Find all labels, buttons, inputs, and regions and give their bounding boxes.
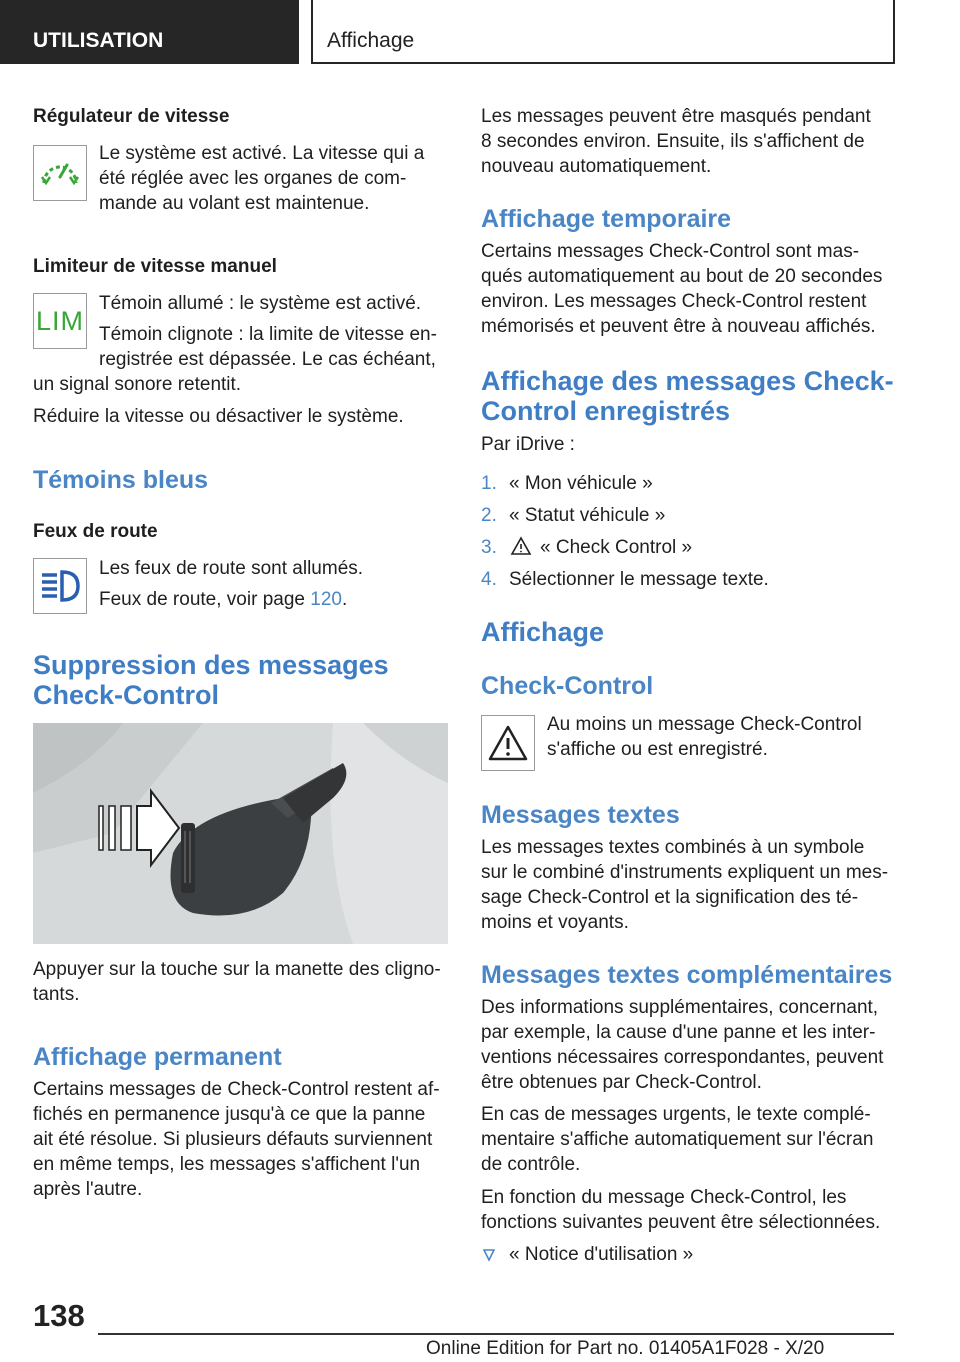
text-messages-line-2: sur le combiné d'instruments expliquent un mes‐ bbox=[481, 862, 889, 883]
permanent-line-2: fichés en permanence jusqu'à ce que la panne bbox=[33, 1104, 426, 1125]
page-link-120[interactable]: 120 bbox=[310, 589, 342, 610]
cruise-line-1: Le système est activé. La vitesse qui a bbox=[99, 143, 425, 164]
temporary-line-1: Certains messages Check-Control sont mas‐ bbox=[481, 241, 860, 262]
page-number: 138 bbox=[33, 1298, 85, 1333]
step-number: 2. bbox=[481, 505, 497, 526]
check-control-line-1: Au moins un message Check-Control bbox=[547, 714, 862, 735]
limiter-para-2-line-3: un signal sonore retentit. bbox=[33, 374, 242, 395]
lim-icon bbox=[33, 293, 87, 349]
press-line-2: tants. bbox=[33, 984, 80, 1005]
step-number: 3. bbox=[481, 537, 497, 558]
idrive-label: Par iDrive : bbox=[481, 434, 575, 455]
hide-line-2: 8 secondes environ. Ensuite, ils s'affichent de bbox=[481, 131, 865, 152]
permanent-line-3: ait été résolue. Si plusieurs défauts surviennent bbox=[33, 1129, 433, 1150]
display-heading: Affichage bbox=[481, 617, 605, 647]
section-tab bbox=[0, 0, 299, 64]
check-control-heading: Check-Control bbox=[481, 672, 654, 700]
limiter-para-2-line-2: registrée est dépassée. Le cas échéant, bbox=[99, 349, 436, 370]
limiter-para-1: Témoin allumé : le système est activé. bbox=[99, 293, 422, 314]
chapter-tab bbox=[311, 0, 895, 64]
complementary-line-4: être obtenues par Check-Control. bbox=[481, 1072, 762, 1093]
warning-triangle-icon bbox=[510, 536, 532, 561]
highbeam-para-1: Les feux de route sont allumés. bbox=[99, 558, 364, 579]
urgent-line-2: mentaire s'affiche automatiquement sur l'écran bbox=[481, 1129, 874, 1150]
text-messages-line-1: Les messages textes combinés à un symbole bbox=[481, 837, 865, 858]
highbeam-ref-text: Feux de route, voir page bbox=[99, 589, 311, 610]
complementary-line-3: ventions nécessaires correspondantes, peuvent bbox=[481, 1047, 884, 1068]
complementary-line-1: Des informations supplémentaires, concernant, bbox=[481, 997, 879, 1018]
hide-line-3: nouveau automatiquement. bbox=[481, 156, 712, 177]
limiter-title: Limiteur de vitesse manuel bbox=[33, 256, 277, 277]
step-text: « Mon véhicule » bbox=[509, 473, 653, 494]
temporary-line-4: mémorisés et peuvent être à nouveau affichés. bbox=[481, 316, 876, 337]
step-text: « Check Control » bbox=[540, 537, 693, 558]
step-number: 1. bbox=[481, 473, 497, 494]
temporary-line-2: qués automatiquement au bout de 20 secondes bbox=[481, 266, 883, 287]
functions-line-2: fonctions suivantes peuvent être sélectionnées. bbox=[481, 1212, 881, 1233]
bullet-owners-manual: « Notice d'utilisation » bbox=[509, 1244, 694, 1265]
highbeam-para-2 bbox=[99, 587, 347, 612]
step-text: « Statut véhicule » bbox=[509, 505, 666, 526]
chapter-label: Affichage bbox=[327, 29, 415, 52]
limiter-para-3: Réduire la vitesse ou désactiver le système. bbox=[33, 406, 404, 427]
footer-rule bbox=[98, 1333, 894, 1335]
turn-signal-lever-illustration bbox=[33, 723, 448, 944]
cruise-title: Régulateur de vitesse bbox=[33, 106, 230, 127]
permanent-line-4: en même temps, les messages s'affichent l'un bbox=[33, 1154, 421, 1175]
check-control-line-2: s'affiche ou est enregistré. bbox=[547, 739, 768, 760]
cruise-line-3: mande au volant est maintenue. bbox=[99, 193, 370, 214]
highbeam-title: Feux de route bbox=[33, 521, 158, 542]
suppression-heading-line-2: Check-Control bbox=[33, 680, 220, 710]
urgent-line-3: de contrôle. bbox=[481, 1154, 581, 1175]
stored-heading-line-1: Affichage des messages Check- bbox=[481, 366, 894, 396]
complementary-line-2: par exemple, la cause d'une panne et les inter‐ bbox=[481, 1022, 876, 1043]
section-label: UTILISATION bbox=[33, 29, 164, 52]
hide-line-1: Les messages peuvent être masqués pendant bbox=[481, 106, 871, 127]
high-beam-icon bbox=[33, 558, 87, 614]
text-messages-line-4: moins et voyants. bbox=[481, 912, 629, 933]
bullet-triangle-icon bbox=[483, 1248, 495, 1267]
step-text: Sélectionner le message texte. bbox=[509, 569, 769, 590]
edition-note: Online Edition for Part no. 01405A1F028 - X/20 bbox=[426, 1338, 825, 1359]
limiter-para-2-line-1: Témoin clignote : la limite de vitesse en‐ bbox=[99, 324, 437, 345]
suppression-heading-line-1: Suppression des messages bbox=[33, 650, 389, 680]
permanent-line-5: après l'autre. bbox=[33, 1179, 143, 1200]
permanent-line-1: Certains messages de Check-Control restent af‐ bbox=[33, 1079, 440, 1100]
stored-heading-line-2: Control enregistrés bbox=[481, 396, 731, 426]
permanent-heading: Affichage permanent bbox=[33, 1043, 282, 1071]
temporary-line-3: environ. Les messages Check-Control restent bbox=[481, 291, 867, 312]
text-messages-heading: Messages textes bbox=[481, 801, 680, 829]
cruise-control-icon bbox=[33, 145, 87, 201]
temporary-heading: Affichage temporaire bbox=[481, 205, 732, 233]
urgent-line-1: En cas de messages urgents, le texte complé‐ bbox=[481, 1104, 871, 1125]
highbeam-ref-period: . bbox=[341, 589, 348, 610]
complementary-heading: Messages textes complémentaires bbox=[481, 961, 893, 989]
press-line-1: Appuyer sur la touche sur la manette des cligno‐ bbox=[33, 959, 441, 980]
check-control-warning-icon bbox=[481, 715, 535, 771]
text-messages-line-3: sage Check-Control et la signification des té‐ bbox=[481, 887, 859, 908]
cruise-line-2: été réglée avec les organes de com‐ bbox=[99, 168, 407, 189]
functions-line-1: En fonction du message Check-Control, les bbox=[481, 1187, 847, 1208]
step-number: 4. bbox=[481, 569, 497, 590]
blue-lights-heading: Témoins bleus bbox=[33, 466, 209, 494]
lim-label: LIM bbox=[35, 305, 84, 336]
